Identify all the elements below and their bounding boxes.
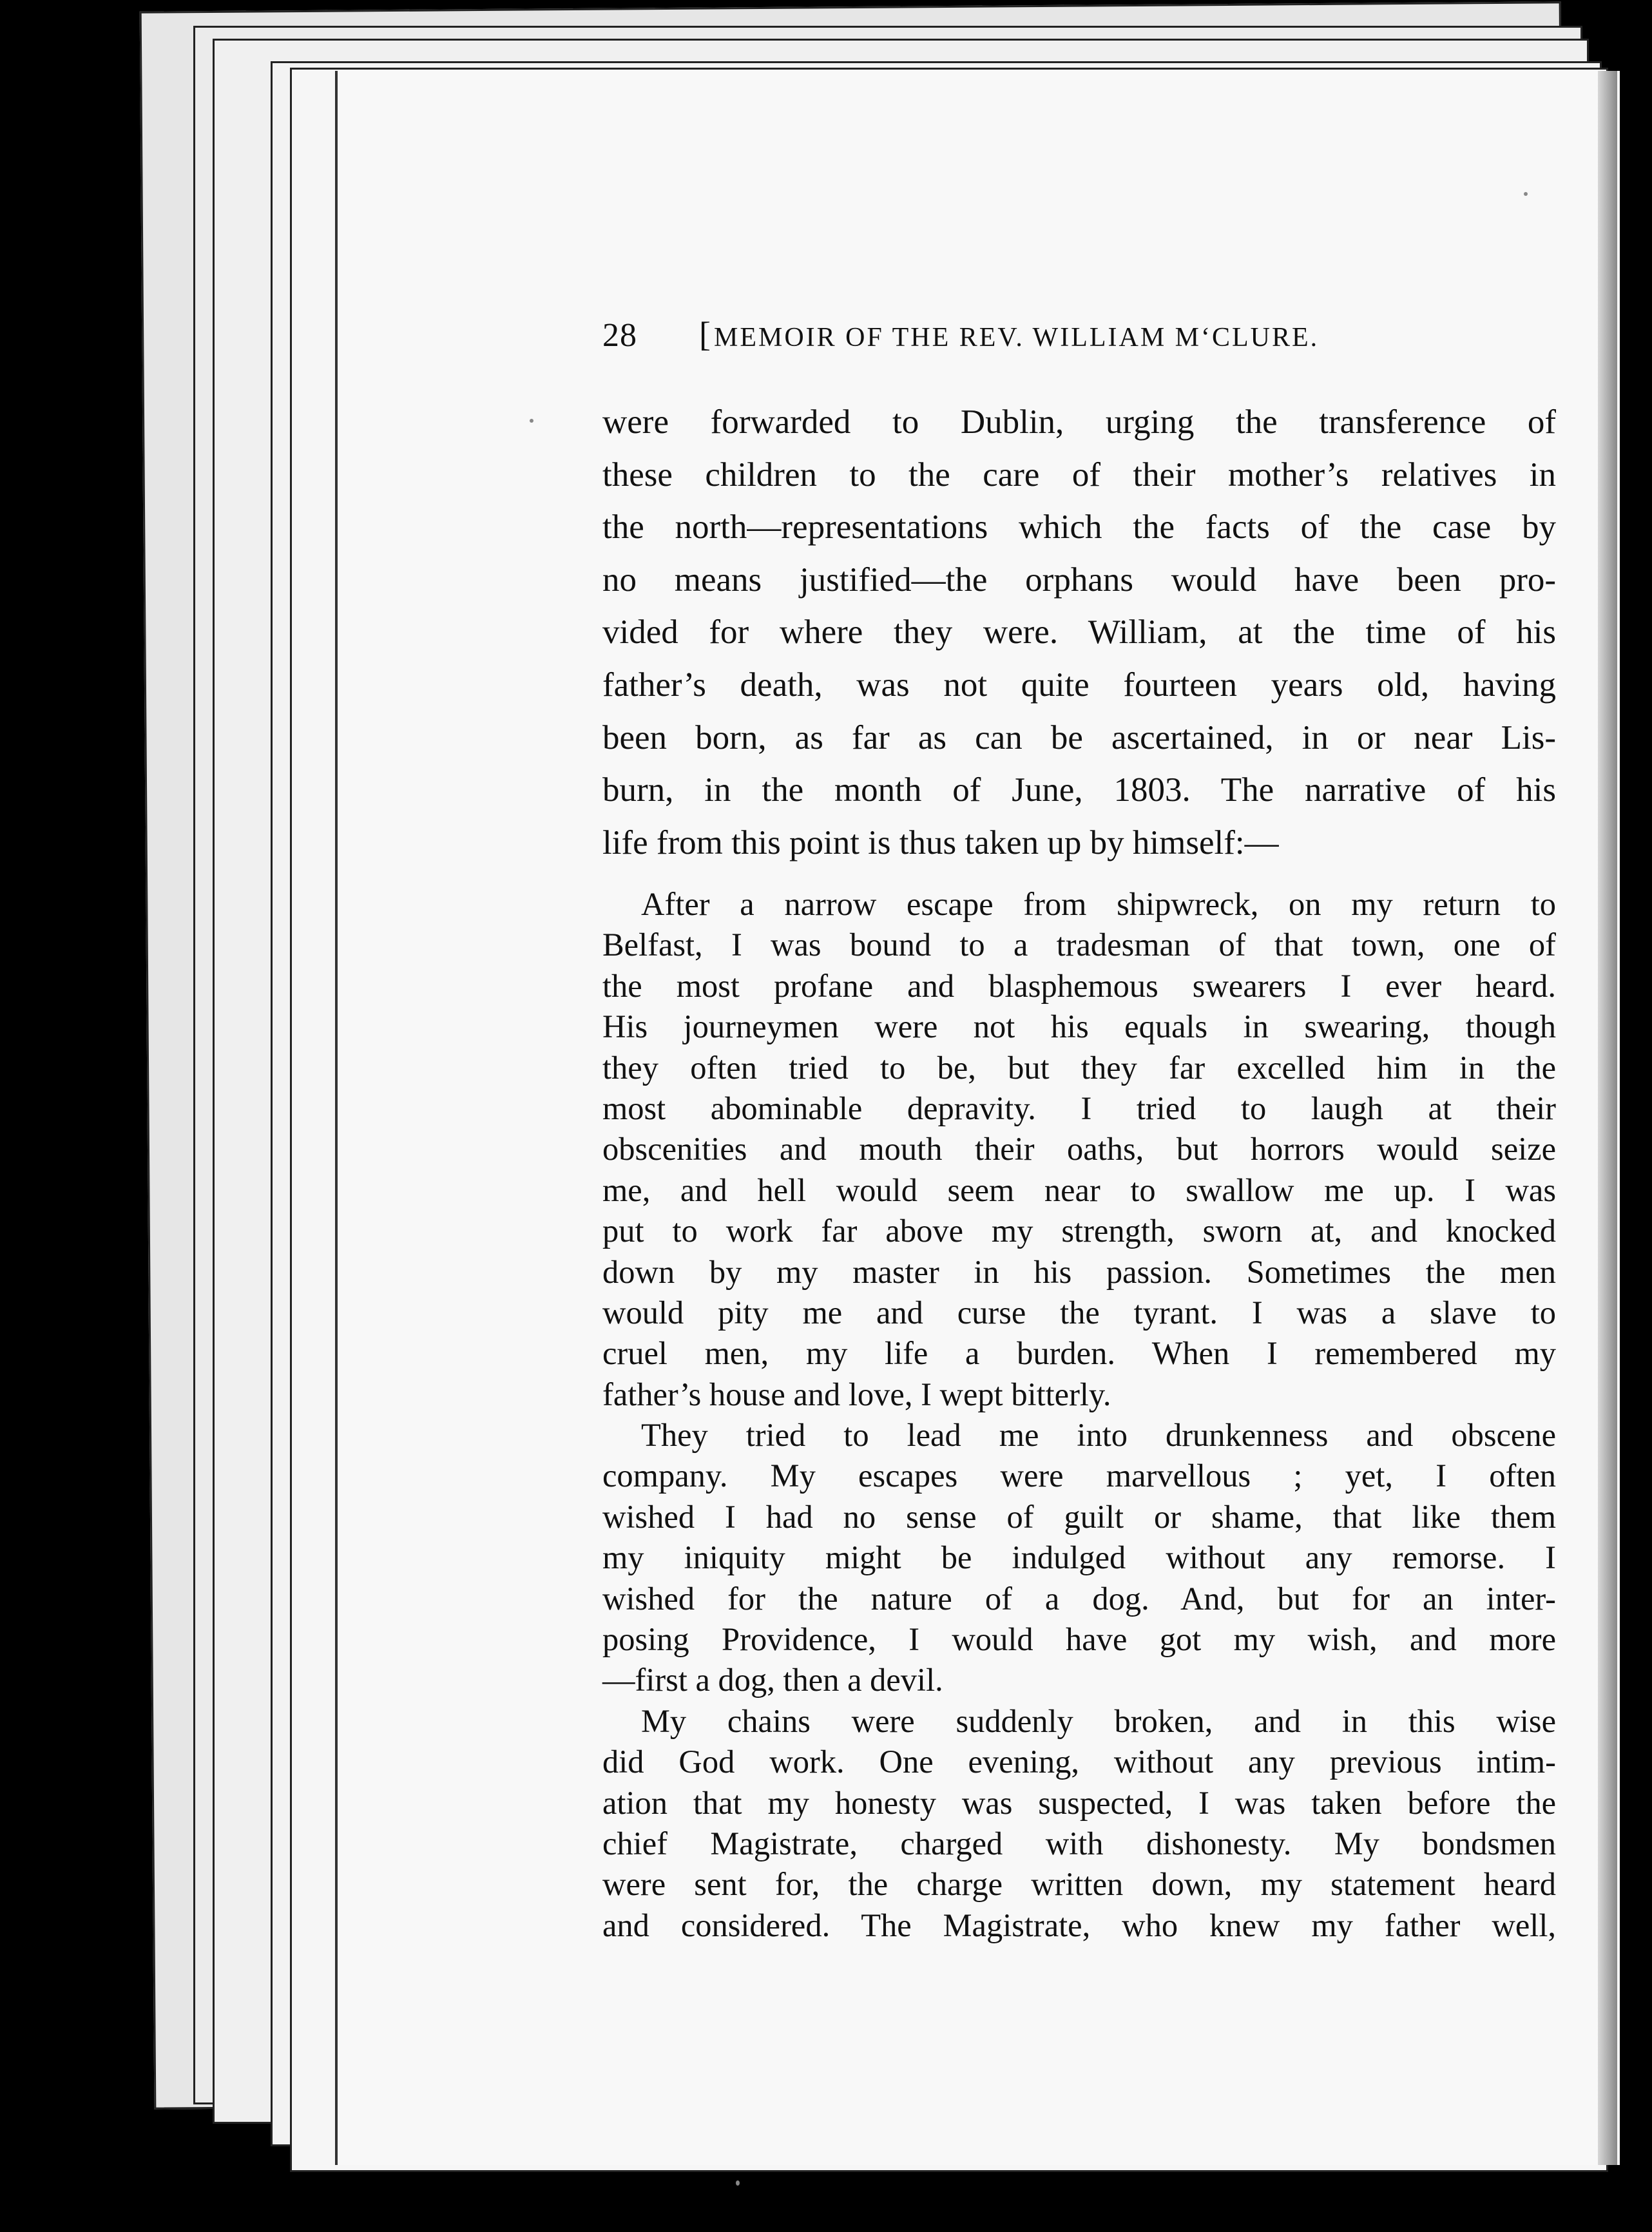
text-line: no means justified—the orphans would have been pro- (602, 561, 1556, 599)
text-line: chief Magistrate, charged with dishonesty. My bondsmen (602, 1825, 1556, 1862)
text-line: His journeymen were not his equals in swearing, though (602, 1008, 1556, 1045)
text-line: obscenities and mouth their oaths, but horrors would seize (602, 1131, 1556, 1168)
narrative-paragraph (602, 396, 1556, 869)
text-line: the north—representations which the facts of the case by (602, 508, 1556, 546)
text-line: down by my master in his passion. Sometimes the men (602, 1253, 1556, 1290)
text-line: posing Providence, I would have got my wish, and more (602, 1621, 1556, 1658)
text-line: and considered. The Magistrate, who knew my father well, (602, 1907, 1556, 1943)
text-line: they often tried to be, but they far excelled him in the (602, 1049, 1556, 1086)
text-line: father’s death, was not quite fourteen years old, having (602, 666, 1556, 704)
text-line: ation that my honesty was suspected, I was taken before the (602, 1784, 1556, 1821)
text-line: father’s house and love, I wept bitterly. (602, 1376, 1111, 1412)
quoted-paragraph (602, 1415, 1556, 1701)
quoted-narrative (602, 884, 1556, 1946)
quoted-paragraph (602, 1701, 1556, 1946)
text-line: did God work. One evening, without any previous intim- (602, 1744, 1556, 1780)
text-line: were sent for, the charge written down, my statement heard (602, 1866, 1556, 1903)
quoted-paragraph (602, 884, 1556, 1415)
text-line: vided for where they were. William, at the time of his (602, 613, 1556, 651)
page-right-shadow (1598, 71, 1617, 2165)
text-line: My chains were suddenly broken, and in this wise (641, 1702, 1556, 1739)
text-line: been born, as far as can be ascertained, in or near Lis- (602, 718, 1556, 756)
running-head-title: MEMOIR OF THE REV. WILLIAM M‘CLURE. (713, 323, 1320, 352)
text-line: wished I had no sense of guilt or shame, that like them (602, 1498, 1556, 1535)
text-line: —first a dog, then a devil. (602, 1662, 943, 1698)
text-line: cruel men, my life a burden. When I remembered my (602, 1335, 1556, 1372)
text-line: burn, in the month of June, 1803. The narrative of his (602, 771, 1556, 809)
text-line: Belfast, I was bound to a tradesman of that town, one of (602, 927, 1556, 963)
text-line: these children to the care of their mother’s relatives in (602, 456, 1556, 494)
text-line: life from this point is thus taken up by himself:— (602, 823, 1279, 861)
text-line: put to work far above my strength, sworn at, and knocked (602, 1213, 1556, 1249)
scan-speck (736, 2180, 740, 2186)
text-line: After a narrow escape from shipwreck, on my return to (641, 886, 1556, 922)
text-line: most abominable depravity. I tried to laugh at their (602, 1090, 1556, 1126)
text-line: me, and hell would seem near to swallow me up. I was (602, 1171, 1556, 1208)
page-number: 28 (602, 317, 637, 354)
text-line: the most profane and blasphemous swearers I ever heard. (602, 967, 1556, 1004)
text-line: my iniquity might be indulged without any remorse. I (602, 1539, 1556, 1576)
text-line: would pity me and curse the tyrant. I was a slave to (602, 1294, 1556, 1331)
running-head-bracket: [ (699, 315, 713, 354)
scan-speck (1524, 192, 1528, 196)
text-line: were forwarded to Dublin, urging the transference of (602, 403, 1556, 441)
text-line: wished for the nature of a dog. And, but for an inter- (602, 1580, 1556, 1617)
running-head (602, 314, 1427, 354)
text-line: company. My escapes were marvellous ; yet, I often (602, 1458, 1556, 1494)
scan-speck (530, 419, 533, 423)
text-line: They tried to lead me into drunkenness and obscene (641, 1417, 1556, 1454)
